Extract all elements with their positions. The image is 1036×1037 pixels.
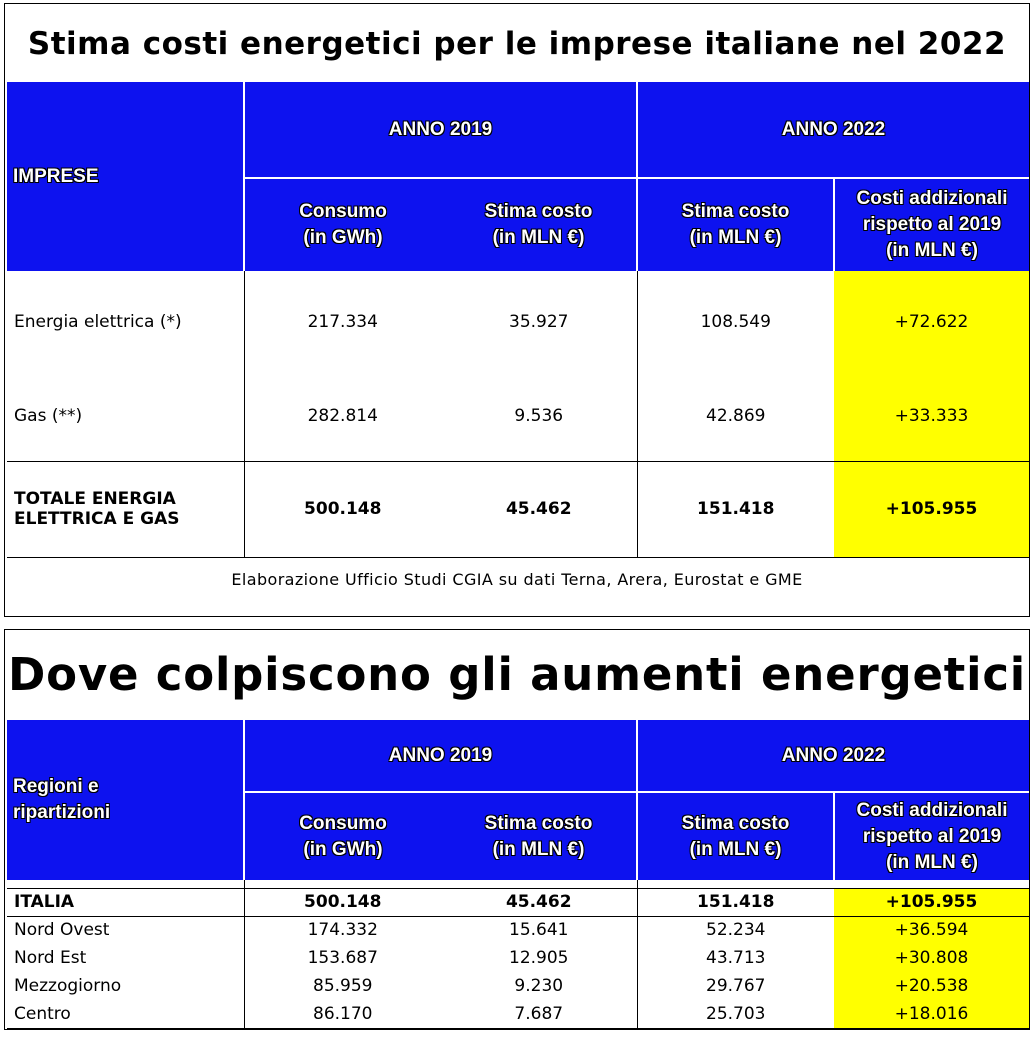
row-label: Nord Ovest [14,920,110,941]
italia-label: ITALIA [14,892,75,912]
cell-stima-2022: 25.703 [637,1000,834,1028]
table1-header-row-1 [7,82,1029,178]
cell-costi-addizionali: +33.333 [834,372,1029,461]
header-costi-line1: Costi addizionali [856,188,1008,209]
header-stima-2022-line2: (in MLN €) [689,227,782,248]
total-costi-addizionali: +105.955 [834,461,1029,557]
cell-costi-addizionali: +20.538 [834,972,1029,1000]
table-row [7,944,1029,972]
cell-stima-2019: 15.641 [509,920,569,941]
cell-costi-addizionali: +30.808 [834,944,1029,972]
cell-stima-2019: 7.687 [514,1003,564,1024]
total-label-line2: ELETTRICA E GAS [14,509,180,529]
italia-stima-2022: 151.418 [637,888,834,916]
table2-header-row-1 [7,720,1029,792]
cell-stima-2022: 29.767 [637,972,834,1000]
table-row [7,1000,1029,1028]
cell-stima-2022: 43.713 [637,944,834,972]
row-label: Centro [14,1003,71,1024]
header-costi-addizionali [834,792,1029,880]
header-anno-2022: ANNO 2022 [637,82,1029,178]
total-label [7,461,244,557]
header-costi-line2: rispetto al 2019 [862,214,1002,235]
table2-title: Dove colpiscono gli aumenti energetici [7,648,1027,701]
cell-stima-2022: 52.234 [637,916,834,944]
row-label: Mezzogiorno [14,976,122,996]
cell-consumo: 86.170 [244,1000,441,1028]
energy-costs-panel [4,3,1030,617]
header-stima-2022-line1: Stima costo [681,812,790,834]
regional-costs-table [7,720,1029,1029]
cell-stima-2019: 35.927 [509,311,569,332]
table-row [7,916,1029,944]
header-anno-2019: ANNO 2019 [244,720,637,792]
header-stima-2022-line2: (in MLN €) [689,838,782,860]
row-label: Gas (**) [7,372,244,461]
italia-costi-addizionali: +105.955 [834,888,1029,916]
header-stima-2019 [441,178,637,271]
header-stima-2019-line2: (in MLN €) [492,227,585,248]
italia-consumo: 500.148 [244,888,441,916]
cell-consumo: 217.334 [244,271,441,372]
header-consumo-line1: Consumo [299,201,387,222]
header-imprese: IMPRESE [7,82,244,271]
header-stima-2022 [637,792,834,880]
table-row [7,972,1029,1000]
header-consumo-line2: (in GWh) [303,838,383,860]
cell-consumo: 174.332 [244,916,441,944]
italia-stima-2019: 45.462 [505,892,572,912]
total-row [7,461,1029,557]
header-stima-2022-line1: Stima costo [681,201,790,222]
total-consumo: 500.148 [244,461,441,557]
total-stima-2019: 45.462 [441,461,637,557]
header-consumo [244,178,441,271]
source-footnote: Elaborazione Ufficio Studi CGIA su dati Terna, Arera, Eurostat e GME [231,570,803,589]
cell-costi-addizionali: +36.594 [834,916,1029,944]
header-stima-2019-line1: Stima costo [484,812,593,834]
regional-increases-panel [4,629,1030,1030]
cell-costi-addizionali: +18.016 [834,1000,1029,1028]
header-stima-2019-line1: Stima costo [484,201,593,222]
table1-title: Stima costi energetici per le imprese italiane nel 2022 [27,26,1007,62]
cell-stima-2022: 108.549 [637,271,834,372]
header-stima-2019-line2: (in MLN €) [492,838,585,860]
table-row [7,271,1029,372]
cell-costi-addizionali: +72.622 [834,271,1029,372]
header-costi-line1: Costi addizionali [856,799,1008,821]
header-stima-2019 [441,792,637,880]
header-stima-2022 [637,178,834,271]
spacer-row [7,880,1029,888]
header-costi-line3: (in MLN €) [886,240,978,261]
table-row [7,372,1029,461]
total-label-line1: TOTALE ENERGIA [14,489,176,509]
header-regioni-line2: ripartizioni [13,802,111,823]
header-anno-2019: ANNO 2019 [244,82,637,178]
header-consumo-line2: (in GWh) [303,227,383,248]
header-costi-addizionali [834,178,1029,271]
row-label: Energia elettrica (*) [14,311,182,332]
row-label: Nord Est [14,948,87,968]
italia-row [7,888,1029,916]
header-regioni [7,720,244,880]
header-regioni-line1: Regioni e [13,776,99,797]
energy-costs-table [7,82,1029,558]
header-consumo-line1: Consumo [299,812,387,834]
cell-consumo: 282.814 [244,372,441,461]
cell-stima-2022: 42.869 [637,372,834,461]
header-costi-line2: rispetto al 2019 [862,825,1002,847]
cell-stima-2019: 9.536 [441,372,637,461]
cell-consumo: 85.959 [244,972,441,1000]
total-stima-2022: 151.418 [637,461,834,557]
header-costi-line3: (in MLN €) [886,851,978,873]
header-consumo [244,792,441,880]
cell-stima-2019: 12.905 [509,948,569,968]
cell-consumo: 153.687 [244,944,441,972]
header-anno-2022: ANNO 2022 [637,720,1029,792]
cell-stima-2019: 9.230 [514,976,564,996]
